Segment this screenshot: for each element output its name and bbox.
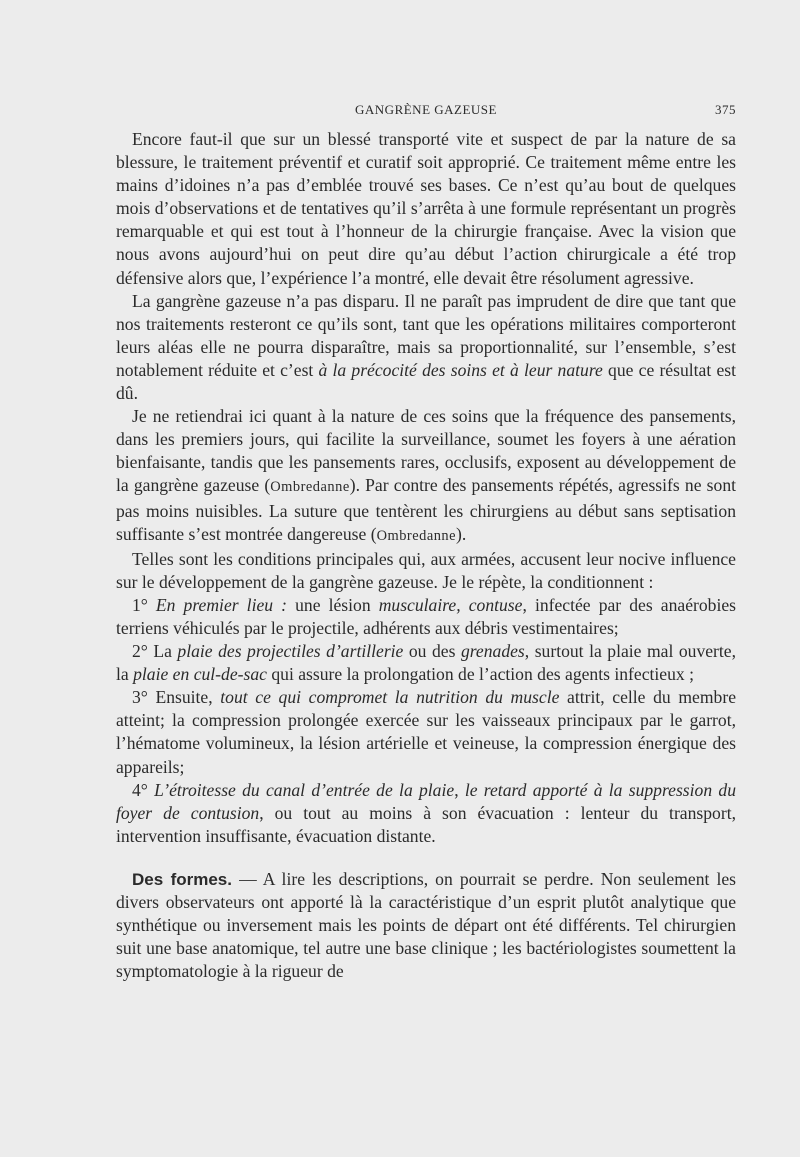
running-header (116, 102, 736, 122)
page-number: 375 (715, 102, 736, 117)
section-heading: Des formes. (132, 869, 232, 889)
author-citation: Ombredanne (376, 527, 457, 544)
paragraph-treatment: Encore faut-il que sur un blessé transporté vite et suspect de par la nature de sa blessure, le traitement préventif et curatif soit approprié. Ce traitement même entre les mains d’idoines n’a pas d’emblée trouvé ses bases. Ce n’est qu’au bout de quelques mois d’observations et de tentatives qu’il s’arrêta à une formule représentant un progrès remarquable et qui est tout à l’honneur de la chirurgie française. Avec la vision que nous avons aujourd’hui on peut dire qu’au début l’action chirurgicale a été trop défensive alors que, l’expérience l’a montré, elle devait être résolument agressive. (116, 129, 736, 288)
body-text (116, 128, 736, 983)
list-item: 3° Ensuite, tout ce qui compromet la nutrition du muscle attrit, celle du membre atteint; la compression prolongée exercée sur les vaisseaux principaux par le garrot, l’hématome volumineux, la lésion artérielle et veineuse, la compression énergique des appareils; (116, 687, 736, 777)
emphasis-text: à la précocité des soins et à leur nature (318, 359, 603, 380)
author-citation: Ombredanne (270, 479, 350, 496)
list-item: 2° La plaie des projectiles d’artillerie ou des grenades, surtout la plaie mal ouverte, la plaie en cul-de-sac qui assure la prolongation de l’action des agents infectieux ; (116, 641, 737, 685)
section-spacer (116, 848, 736, 868)
list-item: 4° L’étroitesse du canal d’entrée de la plaie, le retard apporté à la suppression du foyer de contusion, ou tout au moins à son évacuation : lenteur du transport, intervention insuffisante, évacuation distante. (116, 779, 737, 846)
paragraph-persistence: La gangrène gazeuse n’a pas disparu. Il ne paraît pas imprudent de dire que tant que nos traitements resteront ce qu’ils sont, tant que les opérations militaires comporteront leurs aléas elle ne pourra disparaître, mais sa proportionnalité, sur l’ensemble, s’est notablement réduite et c’est à la précocité des soins et à leur nature que ce résultat est dû. (116, 290, 736, 404)
list-item: 1° En premier lieu : une lésion musculaire, contuse, infectée par des anaérobies terriens véhiculés par le projectile, adhérents aux débris vestimentaires; (116, 594, 737, 638)
paragraph-forms: Des formes. — A lire les descriptions, on pourrait se perdre. Non seulement les divers observateurs ont apporté là la caractéristique d’un esprit plutôt analytique que synthétique ou inversement mais les points de départ ont été différents. Tel chirurgien suit une base anatomique, tel autre une base clinique ; les bactériologistes soumettent la symptomatologie à la rigueur de (116, 868, 736, 982)
running-title: GANGRÈNE GAZEUSE (355, 102, 497, 117)
paragraph-dressings: Je ne retiendrai ici quant à la nature de ces soins que la fréquence des pansements, dans les premiers jours, qui facilite la surveillance, soumet les foyers à une aération bienfaisante, tandis que les pansements rares, occlusifs, exposent au développement de la gangrène gazeuse (Ombredanne). Par contre des pansements répétés, agressifs ne sont pas moins nuisibles. La suture que tentèrent les chirurgiens au début sans septisation suffisante s’est montrée dangereuse (Ombredanne). (116, 406, 737, 544)
paragraph-conditions: Telles sont les conditions principales qui, aux armées, accusent leur nocive influence sur le développement de la gangrène gazeuse. Je le répète, la conditionnent : (116, 548, 736, 592)
